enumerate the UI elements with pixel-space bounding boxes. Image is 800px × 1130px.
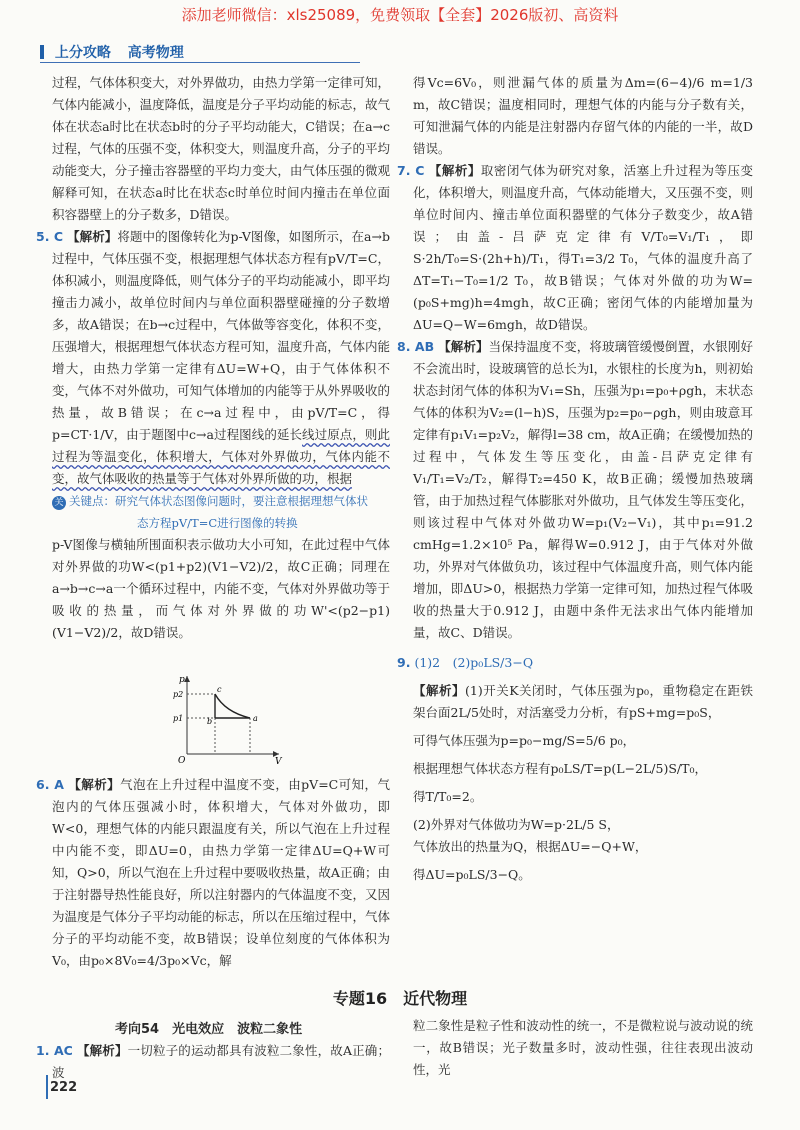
pv-diagram: [173, 672, 285, 767]
label-origin: O: [178, 756, 186, 766]
q6-number: 6. A: [36, 777, 64, 792]
q6-text: 气泡在上升过程中温度不变，由pV=C可知，气泡内的气体压强减小时，体积增大，气体对外做功，即W<0，理想气体的内能只跟温度有关，所以气泡在上升过程中内能不变，即ΔU=0，由热力学第一定律ΔU=Q+W可知，Q>0，所以气泡在上升过程中要吸收热量，故A正确；由于注射器导热性能良好，所以注射器内的气体温度不变，又因为温度是气体分子平均动能的标志，所以在压缩过程中，气体分子的平均动能不变，故B错误；设单位刻度的气体体积为V₀，由p₀×8V₀=4/3p₀×Vc，解: [52, 777, 390, 968]
q5-text-b: 线过原点，则此过程为等温变化，体积增大，气体对外界做功，气体内能不变，故气体吸收的热量等于气体对外界所做的功，根据: [52, 427, 390, 486]
q9-tag: 【解析】: [413, 683, 465, 698]
b1-text: 一切粒子的运动都具有波粒二象性，故A正确；波: [52, 1043, 390, 1080]
q9-answer: (1)2 (2)p₀LS/3−Q: [414, 655, 534, 670]
promo-banner: 添加老师微信：xls25089，免费领取【全套】2026版初、高资料: [181, 6, 619, 24]
bottom-right-text: 粒二象性是粒子性和波动性的统一，不是微粒说与波动说的统一，故B错误；光子数量多时，波动性强，往往表现出波动性，光: [413, 1018, 753, 1077]
q7-number: 7. C: [397, 163, 425, 178]
q9-text-f: 气体放出的热量为Q，根据ΔU=−Q+W，: [413, 839, 648, 854]
left-paragraph-1: 过程，气体体积变大，对外界做功，由热力学第一定律可知，气体内能减小，温度降低，温度是分子平均动能的标志，故气体在状态a时比在状态b时的分子平均动能大，C错误；在a→c过程，气体的压强不变，体积变大，则温度升高，分子的平均动能变大，分子撞击容器壁的平均力变大，由气体压强的微观解释可知，在状态a时比在状态c时单位时间内撞击在单位面积容器壁上的分子数多，D错误。: [52, 75, 390, 222]
label-v: V: [275, 757, 282, 767]
q8-tag: 【解析】: [438, 339, 489, 354]
q9-text-d: 得T/T₀=2。: [413, 789, 483, 804]
q9-text-b: 可得气体压强为p=p₀−mg/S=5/6 p₀，: [413, 733, 636, 748]
left-column: [36, 72, 390, 972]
q5-tag: 【解析】: [67, 229, 118, 244]
key-note: [52, 490, 390, 534]
label-p1: p1: [173, 714, 184, 723]
q9-text-g: 得ΔU=p₀LS/3−Q。: [413, 867, 531, 882]
q9-number: 9.: [397, 655, 411, 670]
label-a: a: [253, 714, 258, 723]
question-8: [397, 336, 753, 644]
key-line-2: 态方程pV/T=C进行图像的转换: [137, 516, 298, 530]
q6-tag: 【解析】: [68, 777, 121, 792]
b1-number: 1. AC: [36, 1043, 73, 1058]
question-7: [397, 160, 753, 336]
subtopic-heading: 考向54 光电效应 波粒二象性: [115, 1022, 303, 1037]
q8-number: 8. AB: [397, 339, 435, 354]
page-number-bar: [46, 1075, 48, 1099]
q7-text: 取密闭气体为研究对象，活塞上升过程为等压变化，体积增大，则温度升高，气体动能增大，又压强不变，则单位时间内、撞击单位面积器壁的气体分子数变少，故A错误；由盖-吕萨克定律有V/T₀=V₁/T₁，即S·2h/T₀=S·(2h+h)/T₁，得T₁=3/2 T₀，气体的温度升高了ΔT=T₁−T₀=1/2 T₀，故B错误；气体对外做的功为W=(p₀S+mg)h=4mgh，故C正确；密闭气体的内能增加量为ΔU=Q−W=6mgh，故D错误。: [413, 163, 753, 332]
question-5: [36, 226, 390, 490]
header-subtitle: 高考物理: [127, 45, 184, 61]
label-p2: p2: [173, 690, 184, 699]
topic-heading: 专题16 近代物理: [332, 989, 468, 1008]
q9-solution-a: [413, 680, 753, 724]
q9-text-c: 根据理想气体状态方程有p₀LS/T=p(L−2L/5)S/T₀，: [413, 761, 707, 776]
header-rule: [40, 62, 360, 63]
q5-text-c: p-V图像与横轴所围面积表示做功大小可知，在此过程中气体对外界做的功W<(p1+p2)(V1−V2)/2，故C正确；同理在a→b→c→a一个循环过程中，内能不变，气体对外界做功等于吸收的热量，而气体对外界做的功W'<(p2−p1)(V1−V2)/2，故D错误。: [52, 537, 390, 640]
running-header: [40, 42, 184, 62]
path-c-a: [215, 694, 250, 718]
right-paragraph-1: 得Vc=6V₀，则泄漏气体的质量为Δm=(6−4)/6 m=1/3 m，故C错误；温度相同时，理想气体的内能与分子数有关，可知泄漏气体的内能是注射器内存留气体的内能的一半，故D错误。: [413, 75, 753, 156]
q9-text-a: (1)开关K关闭时，气体压强为p₀，重物稳定在距铁架台面2L/5处时，对活塞受力分析，有pS+mg=p₀S，: [413, 683, 753, 720]
right-column: [397, 72, 753, 886]
label-p: p: [179, 675, 185, 685]
b1-tag: 【解析】: [76, 1043, 128, 1058]
q8-text: 当保持温度不变，将玻璃管缓慢倒置，水银刚好不会流出时，设玻璃管的总长为l，水银柱的长度为h，则初始状态封闭气体的体积为V₁=Sh，压强为p₁=p₀+ρgh，末状态气体的体积为V₂=(l−h)S，压强为p₂=p₀−ρgh，则由玻意耳定律有p₁V₁=p₂V₂，解得l=38 cm，故A正确；在缓慢加热的过程中，气体发生等压变化，由盖-吕萨克定律有V₁/T₁=V₂/T₂，解得T₂=450 K，故B正确；缓慢加热玻璃管，由于加热过程气体膨胀对外做功，且气体发生等压变化，则该过程中气体对外做功W=p₁(V₂−V₁)，其中p₁=91.2 cmHg=1.2×10⁵ Pa，解得W=0.912 J，由于气体对外做功，外界对气体做负功，该过程中气体温度升高，则气体内能增加，即ΔU>0，根据热力学第一定律可知，加热过程气体吸收的热量大于0.912 J，由题中条件无法求出气体内能增加量，故C、D错误。: [413, 339, 753, 640]
p-arrow-icon: [184, 676, 190, 682]
header-bar: [40, 45, 44, 59]
q9-text-e: (2)外界对气体做功为W=p·2L/5 S，: [413, 817, 620, 832]
header-title: 上分攻略: [54, 45, 111, 61]
question-6: [36, 774, 390, 972]
bottom-left-text: [36, 1040, 390, 1084]
page-number: 222: [50, 1080, 78, 1095]
key-icon: 关: [52, 496, 66, 510]
question-9: [397, 652, 753, 674]
label-c: c: [217, 685, 222, 694]
q7-tag: 【解析】: [428, 163, 481, 178]
label-b: b: [207, 717, 213, 726]
q5-number: 5. C: [36, 229, 64, 244]
key-line-1: 关键点：研究气体状态图像问题时，要注意根据理想气体状: [69, 494, 368, 508]
q5-text-a: 将题中的图像转化为p-V图像，如图所示，在a→b过程中，气体压强不变，根据理想气体状态方程有pV/T=C，体积减小，则温度降低，则气体分子的平均动能减小，即平均撞击力减小，故单位时间内与单位面积器壁碰撞的分子数增多，故A错误；在b→c过程中，气体做等容变化，体积不变，压强增大，根据理想气体状态方程可知，温度升高，气体内能增大，由热力学第一定律有ΔU=W+Q，由于气体体积不变，气体不对外做功，可知气体增加的内能等于从外界吸收的热量，故B错误；在c→a过程中，由pV/T=C，得p=CT·1/V，由于题图中c→a过程图线的延长: [52, 229, 390, 442]
